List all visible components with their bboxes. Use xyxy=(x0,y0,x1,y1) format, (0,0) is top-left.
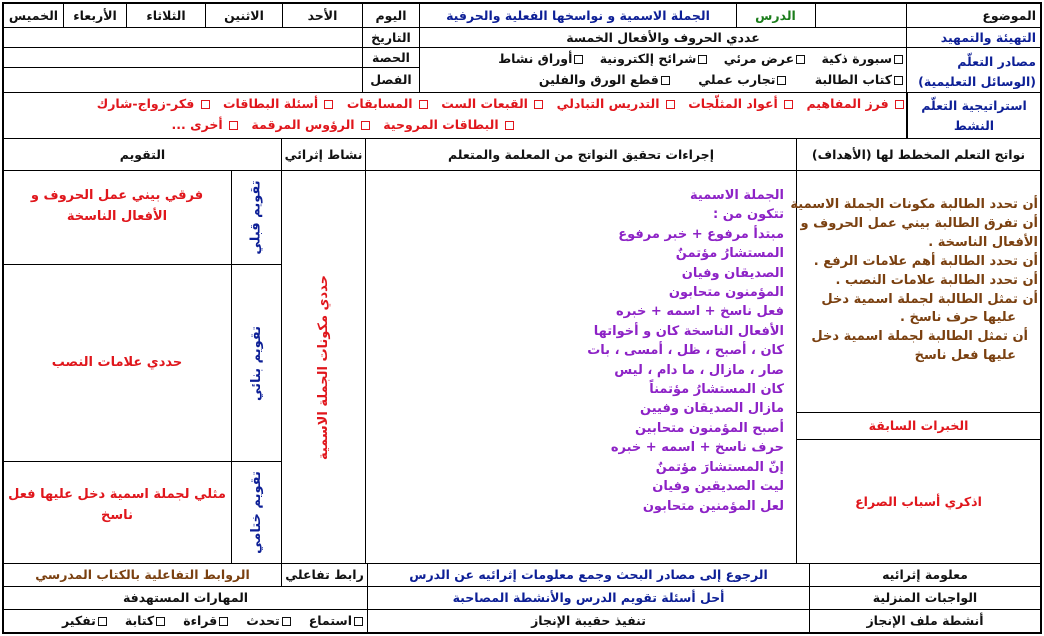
procedure-line: كان المستشارُ مؤتمناً xyxy=(649,382,784,398)
outcomes-list xyxy=(790,196,1038,366)
homework-text: أحل أسئلة تقويم الدرس والأنشطة المصاحبة xyxy=(452,590,725,606)
procedure-line: أصبح المؤمنون متحابين xyxy=(634,420,784,436)
class-label: الفصل xyxy=(370,72,412,88)
procedure-line: فعل ناسخ + اسمه + خبره xyxy=(615,304,784,320)
resource-item[interactable]: قطع الورق والفلين xyxy=(539,72,670,87)
procedure-line: مازال الصديقان وفيين xyxy=(640,401,784,417)
strategy-item[interactable]: التدريس التبادلي xyxy=(557,93,675,114)
interactive-link-text[interactable]: الروابط التفاعلية بالكتاب المدرسي xyxy=(35,567,250,583)
outcome-line: أن تحدد الطالبة مكونات الجملة الاسمية xyxy=(790,197,1038,212)
strategy-item[interactable]: أخرى ... xyxy=(172,114,238,135)
day-wednesday: الأربعاء xyxy=(73,7,117,23)
outcome-line: أن تمثل الطالبة لجملة اسمية دخل xyxy=(821,291,1038,307)
skills-label: المهارات المستهدفة xyxy=(122,590,249,606)
procedure-line: لعل المؤمنين متحابون xyxy=(642,498,784,514)
outcome-line: أن تحدد الطالبة علامات النصب . xyxy=(835,272,1038,288)
assessment-text-summative: مثلي لجملة اسمية دخل عليها فعل ناسخ xyxy=(8,487,226,523)
outcomes-header: نواتج التعلم المخطط لها (الأهداف) xyxy=(811,146,1026,162)
procedure-line: ليت الصديقين وفيان xyxy=(652,479,784,495)
resource-item[interactable]: أوراق نشاط xyxy=(498,51,583,66)
prior-knowledge-label: الخبرات السابقة xyxy=(868,418,969,434)
day-monday: الاثنين xyxy=(224,7,264,23)
procedure-line: تتكون من : xyxy=(713,207,784,223)
skill-item[interactable]: تفكير xyxy=(62,613,107,629)
warmup-label: التهيئة والتمهيد xyxy=(940,29,1036,45)
resource-item[interactable]: عرض مرئي xyxy=(724,51,805,66)
topic-label: الموضوع xyxy=(982,7,1036,23)
lesson-label: الدرس xyxy=(755,7,796,23)
strategy-item[interactable]: أسئلة البطاقات xyxy=(223,93,333,114)
resources-list xyxy=(425,48,903,90)
strategy-item[interactable]: البطاقات المروحية xyxy=(383,114,514,135)
strategy-item[interactable]: القبعات الست xyxy=(441,93,543,114)
resource-item[interactable]: تجارب عملي xyxy=(698,72,786,87)
procedure-line: الجملة الاسمية xyxy=(690,188,784,203)
enrichment-info-label: معلومة إثرائيه xyxy=(882,567,968,583)
prior-knowledge-text: اذكري أسباب الصراع xyxy=(855,493,982,509)
procedure-line: مبتدأ مرفوع + خبر مرفوع xyxy=(618,226,784,242)
assessment-text-pre: فرقي بيني عمل الحروف و الأفعال الناسخة xyxy=(30,188,204,224)
outcome-line: أن تفرق الطالبة بيني عمل الحروف و xyxy=(800,215,1038,231)
assessment-type-summative: تقويم ختامي xyxy=(249,471,264,554)
interactive-link-label: رابط تفاعلي xyxy=(285,567,364,583)
resources-label: مصادر التعلّم (الوسائل التعليمية) xyxy=(918,54,1036,89)
day-label: اليوم xyxy=(375,7,407,23)
assessment-type-pre: تقويم قبلي xyxy=(249,180,264,255)
procedures-header: إجراءات تحقيق النواتج من المعلمة والمتعلم xyxy=(448,146,714,162)
skills-list xyxy=(4,610,367,632)
resource-item[interactable]: شرائح إلكترونية xyxy=(600,51,708,66)
outcome-line: أن تمثل الطالبة لجملة اسمية دخل xyxy=(811,329,1028,345)
strategies-label: استراتيجية التعلّم النشط xyxy=(921,97,1027,133)
strategy-item[interactable]: فرز المفاهيم xyxy=(807,93,905,114)
assessment-type-formative: تقويم بنائي xyxy=(249,325,264,401)
resource-item[interactable]: سبورة ذكية xyxy=(821,51,903,66)
outcome-line: أن تحدد الطالبة أهم علامات الرفع . xyxy=(813,253,1038,269)
enrichment-info-text: الرجوع إلى مصادر البحث وجمع معلومات إثرائيه عن الدرس xyxy=(409,567,768,583)
skill-item[interactable]: قراءة xyxy=(183,613,228,629)
strategy-item[interactable]: فكر-زواج-شارك xyxy=(97,93,210,114)
outcome-line: عليها حرف ناسخ . xyxy=(900,310,1016,326)
procedure-line: حرف ناسخ + اسمه + خبره xyxy=(610,440,784,456)
period-label: الحصة xyxy=(372,49,410,65)
procedure-line: المستشارُ مؤتمنٌ xyxy=(675,246,784,262)
procedure-line: المؤمنون متحابون xyxy=(668,285,784,301)
enrichment-activity: حددي مكونات الجملة الاسمية xyxy=(316,274,332,460)
day-thursday: الخميس xyxy=(8,7,59,23)
procedures-list xyxy=(370,186,784,516)
procedure-line: الصديقان وفيان xyxy=(681,265,784,281)
day-tuesday: الثلاثاء xyxy=(146,7,186,23)
outcome-line: عليها فعل ناسخ xyxy=(914,348,1016,364)
assessment-text-formative: حددي علامات النصب xyxy=(51,354,183,370)
homework-label: الواجبات المنزلية xyxy=(872,590,978,606)
portfolio-label: أنشطة ملف الإنجاز xyxy=(866,613,984,629)
procedure-line: كان ، أصبح ، ظل ، أمسى ، بات xyxy=(587,343,784,359)
skill-item[interactable]: استماع xyxy=(309,613,363,629)
skill-item[interactable]: تحدث xyxy=(246,613,290,629)
lesson-title: الجملة الاسمية و نواسخها الفعلية والحرفية xyxy=(446,7,710,23)
outcome-line: الأفعال الناسخة . xyxy=(928,234,1038,250)
date-label: التاريخ xyxy=(371,29,411,45)
day-sunday: الأحد xyxy=(307,7,338,23)
procedure-line: الأفعال الناسخة كان و أخواتها xyxy=(593,323,784,339)
strategy-item[interactable]: الرؤوس المرقمة xyxy=(251,114,370,135)
procedure-line: إنّ المستشارَ مؤتمنٌ xyxy=(655,459,784,475)
strategy-item[interactable]: المسابقات xyxy=(347,93,428,114)
strategy-item[interactable]: أعواد المثلّجات xyxy=(688,93,793,114)
portfolio-text: تنفيذ حقيبة الإنجاز xyxy=(531,613,646,629)
procedure-line: صار ، مازال ، ما دام ، ليس xyxy=(614,362,784,378)
enrichment-header: نشاط إثرائي xyxy=(284,146,363,162)
assessment-header: التقويم xyxy=(119,146,166,162)
strategies-list xyxy=(6,93,904,135)
warmup-text: عددي الحروف والأفعال الخمسة xyxy=(566,29,760,45)
skill-item[interactable]: كتابة xyxy=(125,613,165,629)
resource-item[interactable]: كتاب الطالبة xyxy=(815,72,903,87)
